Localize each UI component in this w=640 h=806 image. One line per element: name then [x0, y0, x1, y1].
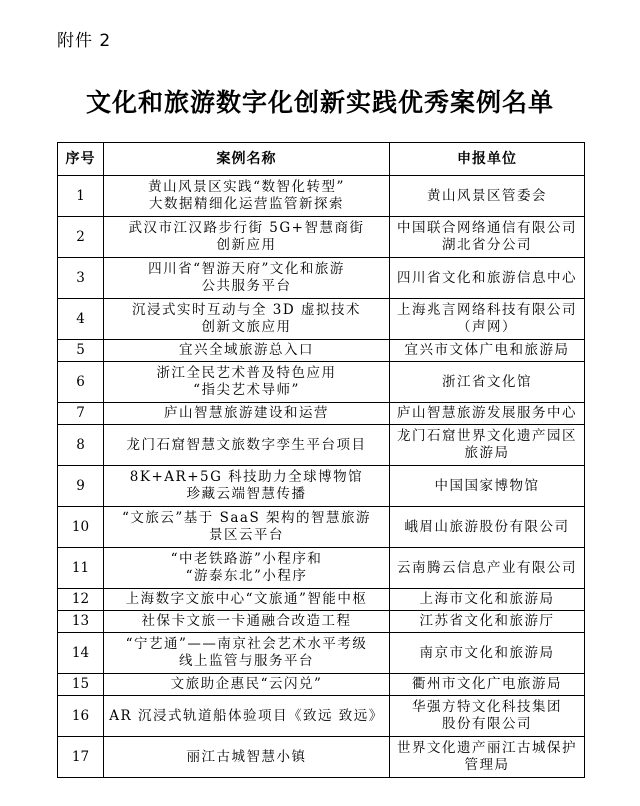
applicant-unit-line: 管理局 [464, 757, 510, 773]
row-number: 13 [58, 611, 104, 633]
row-number: 16 [58, 696, 104, 737]
table-row [58, 611, 585, 633]
case-name-line: 社保卡文旅一卡通融合改造工程 [141, 613, 352, 629]
applicant-unit-line: 宜兴市文体广电和旅游局 [404, 342, 570, 358]
table-header-row [58, 143, 585, 176]
applicant-unit-line: 上海兆言网络科技有限公司 [397, 302, 577, 318]
case-name-line: 武汉市江汉路步行街 5G+智慧商街 [128, 220, 365, 236]
case-name-line: 8K+AR+5G 科技助力全球博物馆 [129, 469, 364, 485]
case-name-cell [104, 258, 390, 299]
row-number: 4 [58, 299, 104, 340]
case-name-cell [104, 548, 390, 589]
applicant-unit-cell [390, 674, 585, 696]
case-name-line: AR 沉浸式轨道船体验项目《致远 致远》 [109, 707, 384, 724]
applicant-unit-cell [390, 362, 585, 403]
header-name: 案例名称 [104, 143, 390, 176]
applicant-unit-line: 股份有限公司 [442, 716, 532, 732]
case-name-cell [104, 217, 390, 258]
applicant-unit-cell [390, 696, 585, 737]
case-name-cell [104, 466, 390, 507]
table-row [58, 217, 585, 258]
case-name-cell [104, 340, 390, 362]
applicant-unit-line: 黄山风景区管委会 [427, 187, 547, 204]
case-name-line: 黄山风景区实践“数智化转型” [148, 179, 345, 195]
table-row [58, 340, 585, 362]
applicant-unit-line: 中国联合网络通信有限公司 [397, 220, 577, 236]
applicant-unit-cell [390, 737, 585, 778]
table-row [58, 258, 585, 299]
case-name-line: 龙门石窟智慧文旅数字孪生平台项目 [126, 436, 367, 453]
applicant-unit-line: 南京市文化和旅游局 [419, 644, 555, 661]
case-name-line: 创新文旅应用 [201, 319, 292, 335]
applicant-unit-cell [390, 340, 585, 362]
row-number: 9 [58, 466, 104, 507]
row-number: 3 [58, 258, 104, 299]
case-name-line: “宁艺通”——南京社会艺术水平考级 [125, 636, 368, 652]
case-name-cell [104, 507, 390, 548]
applicant-unit-cell [390, 633, 585, 674]
applicant-unit-line: 华强方特文化科技集团 [412, 699, 562, 715]
table-body [58, 176, 585, 778]
applicant-unit-line: 江苏省文化和旅游厅 [419, 613, 555, 629]
applicant-unit-line: 庐山智慧旅游发展服务中心 [397, 405, 577, 421]
applicant-unit-line: 峨眉山旅游股份有限公司 [404, 518, 570, 535]
case-name-line: 公共服务平台 [201, 278, 292, 294]
header-num: 序号 [58, 143, 104, 176]
case-name-line: “游泰东北”小程序 [185, 568, 308, 584]
case-name-cell [104, 403, 390, 425]
case-name-line: 四川省“智游天府”文化和旅游 [148, 261, 345, 277]
table-row [58, 299, 585, 340]
page-title: 文化和旅游数字化创新实践优秀案例名单 [85, 88, 554, 117]
case-name-line: 线上监管与服务平台 [179, 653, 314, 669]
table-row [58, 737, 585, 778]
case-name-line: “文旅云”基于 SaaS 架构的智慧旅游 [122, 510, 371, 526]
table-row [58, 466, 585, 507]
applicant-unit-cell [390, 548, 585, 589]
applicant-unit-line: 中国国家博物馆 [434, 477, 540, 494]
header-unit: 申报单位 [390, 143, 585, 176]
row-number: 12 [58, 589, 104, 611]
case-name-cell [104, 589, 390, 611]
case-name-line: “指尖艺术导师” [193, 382, 300, 398]
applicant-unit-cell [390, 176, 585, 217]
applicant-unit-cell [390, 403, 585, 425]
case-name-cell [104, 299, 390, 340]
case-name-line: 景区云平台 [209, 527, 284, 543]
table-row [58, 548, 585, 589]
applicant-unit-line: 湖北省分公司 [442, 237, 532, 253]
table-row [58, 589, 585, 611]
row-number: 14 [58, 633, 104, 674]
case-name-cell [104, 611, 390, 633]
row-number: 5 [58, 340, 104, 362]
case-name-cell [104, 696, 390, 737]
applicant-unit-cell [390, 217, 585, 258]
applicant-unit-line: （声网） [457, 319, 517, 335]
row-number: 15 [58, 674, 104, 696]
applicant-unit-line: 云南腾云信息产业有限公司 [397, 559, 577, 576]
case-name-cell [104, 633, 390, 674]
applicant-unit-line: 世界文化遗产丽江古城保护 [397, 740, 577, 756]
row-number: 11 [58, 548, 104, 589]
table-row [58, 403, 585, 425]
case-name-line: “中老铁路游”小程序和 [170, 551, 323, 567]
table-row [58, 425, 585, 466]
case-name-line: 创新应用 [216, 237, 277, 253]
applicant-unit-line: 衢州市文化广电旅游局 [412, 676, 562, 692]
table-row [58, 674, 585, 696]
case-name-line: 庐山智慧旅游建设和运营 [164, 405, 329, 421]
case-name-line: 沉浸式实时互动与全 3D 虚拟技术 [132, 302, 361, 318]
case-name-line: 丽江古城智慧小镇 [186, 748, 307, 765]
case-name-line: 上海数字文旅中心“文旅通”智能中枢 [125, 591, 368, 607]
applicant-unit-line: 旅游局 [464, 445, 510, 461]
table-row [58, 696, 585, 737]
applicant-unit-cell [390, 425, 585, 466]
applicant-unit-cell [390, 611, 585, 633]
row-number: 17 [58, 737, 104, 778]
case-name-line: 文旅助企惠民“云闪兑” [170, 676, 323, 692]
case-name-line: 浙江全民艺术普及特色应用 [156, 365, 337, 381]
row-number: 1 [58, 176, 104, 217]
case-name-line: 宜兴全域旅游总入口 [179, 342, 314, 358]
case-name-cell [104, 425, 390, 466]
row-number: 10 [58, 507, 104, 548]
applicant-unit-line: 四川省文化和旅游信息中心 [397, 269, 577, 286]
applicant-unit-cell [390, 299, 585, 340]
case-name-cell [104, 674, 390, 696]
table-row [58, 507, 585, 548]
case-name-cell [104, 737, 390, 778]
applicant-unit-cell [390, 466, 585, 507]
applicant-unit-line: 龙门石窟世界文化遗产园区 [397, 428, 577, 444]
case-name-cell [104, 176, 390, 217]
applicant-unit-cell [390, 589, 585, 611]
case-name-line: 珍藏云端智慧传播 [186, 486, 307, 502]
annex-label: 附件 2 [57, 31, 112, 51]
applicant-unit-cell [390, 507, 585, 548]
table-row [58, 633, 585, 674]
applicant-unit-cell [390, 258, 585, 299]
table-row [58, 176, 585, 217]
applicant-unit-line: 上海市文化和旅游局 [419, 591, 555, 607]
row-number: 2 [58, 217, 104, 258]
table-row [58, 362, 585, 403]
case-name-line: 大数据精细化运营监管新探索 [149, 196, 344, 212]
case-list-table [57, 142, 585, 778]
row-number: 8 [58, 425, 104, 466]
row-number: 6 [58, 362, 104, 403]
applicant-unit-line: 浙江省文化馆 [442, 373, 532, 390]
case-name-cell [104, 362, 390, 403]
row-number: 7 [58, 403, 104, 425]
